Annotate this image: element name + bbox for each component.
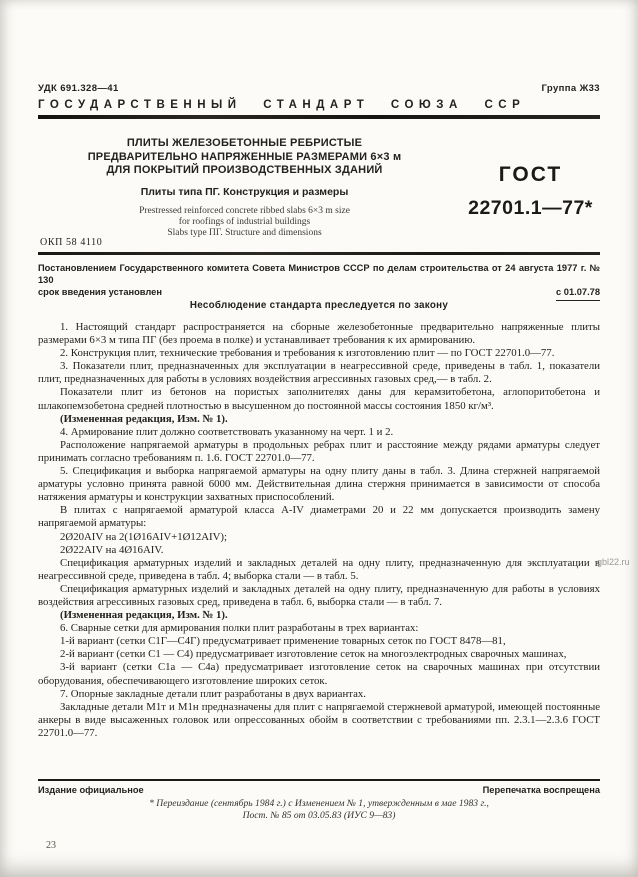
footer-rule [38,779,600,781]
decree-block [38,263,600,301]
paragraph: Спецификация арматурных изделий и закладных деталей на одну плиту, предназначенную для эксплуатации в неагрессивной среде, приведена в табл. 4; выборка стали — в табл. 5. [38,556,600,582]
reissue-footnote [38,798,600,821]
decree-term-row [38,287,600,301]
paragraph: Закладные детали М1т и М1н предназначены для плит с напрягаемой стержневой арматурой, имеющей постоянные анкеры в виде высаженных головок или опрессованных обойм в соответствии с требованиями пп. 2.3.1—2.3.6 ГОСТ 22701.0—77. [38,700,600,739]
title-rule [38,252,600,255]
site-watermark: gbl22.ru [597,557,630,567]
classification-row [38,83,600,94]
footnote-line-1: * Переиздание (сентябрь 1984 г.) с Изменением № 1, утвержденным в мае 1983 г., [149,798,489,809]
paragraph: 1-й вариант (сетки С1Г—С4Г) предусматривает применение товарных сеток по ГОСТ 8478—81, [60,635,506,648]
group-code: Группа Ж33 [541,83,600,94]
paragraph: В плитах с напрягаемой арматурой класса А-IV диаметрами 20 и 22 мм допускается производить замену напрягаемой арматуры: [38,504,600,530]
title-english-line-2: for roofings of industrial buildings [178,216,311,227]
paragraph: 6. Сварные сетки для армирования полки плит разработаны в трех вариантах: [60,622,419,635]
standard-org-title: ГОСУДАРСТВЕННЫЙ СТАНДАРТ СОЮЗА ССР [38,99,526,111]
rebar-substitution-2: 2Ø22АIV на 4Ø16АIV. [60,543,164,556]
title-line-2: ПРЕДВАРИТЕЛЬНО НАПРЯЖЕННЫЕ РАЗМЕРАМИ 6×3 м [87,150,402,163]
paragraph: 1. Настоящий стандарт распространяется на сборные железобетонные предварительно напряженные плиты размерами 6×3 м типа ПГ (без проема в полке) и устанавливает требования к их армированию. [38,321,600,347]
paragraph: Показатели плит из бетонов на пористых заполнителях даны для керамзитобетона, аглопоритобетона и шлакопемзобетона средней плотностью в высушенном до постоянной массы состояния 1850 кг/м³. [38,386,600,412]
official-edition-label: Издание официальное [38,785,144,795]
gost-designation [448,163,613,220]
title-subtitle: Плиты типа ПГ. Конструкция и размеры [140,185,349,198]
body-text [38,321,600,740]
paragraph: 3-й вариант (сетки С1а — С4а) предусматривает изготовление сеток на сварочных машинах при отсутствии оборудования, обеспечивающего изготовление широких сеток. [38,661,600,687]
title-line-3: ДЛЯ ПОКРЫТИЙ ПРОИЗВОДСТВЕННЫХ ЗДАНИЙ [106,164,383,176]
paragraph: 2-й вариант (сетки С1 — С4) предусматривает изготовление сеток на многоэлектродных сварочных машинах, [60,648,567,661]
footnote-line-2: Пост. № 85 от 03.05.83 (ИУС 9—83) [242,809,396,821]
udk-code: УДК 691.328—41 [38,83,119,94]
decree-text: Постановлением Государственного комитета Совета Министров СССР по делам строительства от 24 августа 1977 г. № 130 [38,263,600,285]
gost-number: 22701.1—77* [468,197,593,219]
title-block [72,137,417,239]
page-number: 23 [46,840,56,851]
decree-term-label: срок введения установлен [38,287,162,297]
rebar-substitution-1: 2Ø20АIV на 2(1Ø16АIV+1Ø12АIV); [60,530,227,543]
amendment-note: (Измененная редакция, Изм. № 1). [60,609,228,622]
title-english [72,206,417,239]
law-notice: Несоблюдение стандарта преследуется по закону [189,300,449,311]
paragraph: 4. Армирование плит должно соответствовать указанному на черт. 1 и 2. [60,425,394,438]
paragraph: 7. Опорные закладные детали плит разработаны в двух вариантах. [60,687,366,700]
paragraph: 3. Показатели плит, предназначенных для эксплуатации в неагрессивной среде, приведены в табл. 1, показатели плит, предназначенных для работы в условиях воздействия агрессивных газовых сред,— в табл. 2. [38,360,600,386]
title-line-1: ПЛИТЫ ЖЕЛЕЗОБЕТОННЫЕ РЕБРИСТЫЕ [126,137,363,149]
effective-date: с 01.07.78 [556,287,600,301]
header-rule [38,115,600,119]
paragraph: 2. Конструкция плит, технические требования и требования к изготовлению плит — по ГОСТ 22701.0—77. [60,347,555,360]
paragraph: Спецификация арматурных изделий и закладных деталей на одну плиту, предназначенную для работы в условиях воздействия агрессивных газовых сред, приведена в табл. 6, выборка стали — в табл. 7. [38,582,600,608]
gost-label: ГОСТ [498,163,563,186]
reprint-prohibited-label: Перепечатка воспрещена [482,785,600,795]
amendment-note: (Измененная редакция, Изм. № 1). [60,412,228,425]
okp-code: ОКП 58 4110 [40,237,103,248]
paragraph: 5. Спецификация и выборка напрягаемой арматуры на одну плиту даны в табл. 3. Длина стержней напрягаемой арматуры условно принята равной 6000 мм. Действительная длина стержня принимается в зависимости от способа натяжения арматуры и конструкции захватных приспособлений. [38,465,600,504]
title-english-line-3: Slabs type ПГ. Structure and dimensions [167,227,322,238]
title-english-line-1: Prestressed reinforced concrete ribbed slabs 6×3 m size [139,205,350,216]
paragraph: Расположение напрягаемой арматуры в продольных ребрах плит и расстояние между рядами арматуры следует принимать согласно требованиям п. 1.6. ГОСТ 22701.0—77. [38,438,600,464]
footer-row [38,785,600,795]
